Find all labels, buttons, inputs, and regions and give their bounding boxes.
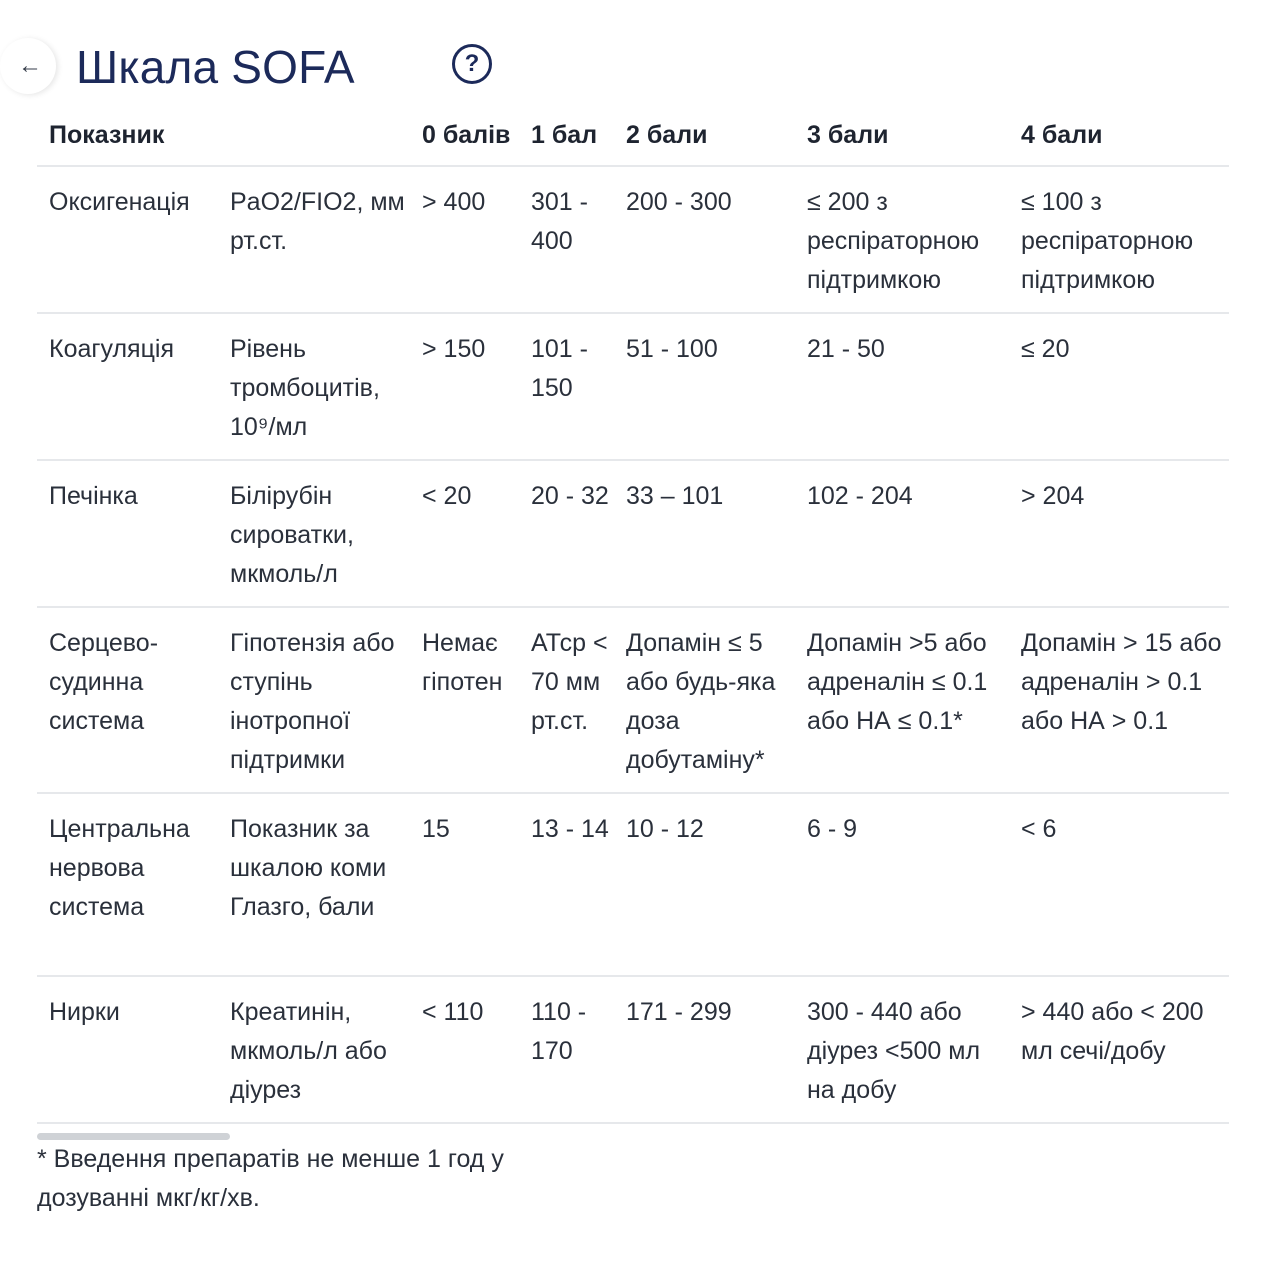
table-row-oxygenation [37,166,1229,313]
cell-score-1: 101 - 150 [519,313,614,460]
cell-score-1: 13 - 14 [519,793,614,976]
cell-system: Оксигенація [37,166,218,313]
footnote: * Введення препаратів не менше 1 год у дозуванні мкг/кг/хв. [37,1145,504,1212]
column-header-score-4: 4 бали [1009,106,1229,166]
cell-score-1: АТср < 70 мм рт.ст. [519,607,614,793]
cell-score-1: 301 - 400 [519,166,614,313]
cell-system: Коагуляція [37,313,218,460]
column-header-indicator: Показник [37,106,218,166]
cell-score-4: < 6 [1009,793,1229,976]
cell-score-0: > 400 [410,166,519,313]
cell-score-4: > 204 [1009,460,1229,607]
cell-indicator: Білірубін сироватки, мкмоль/л [218,460,410,607]
arrow-left-icon: ← [18,52,42,79]
cell-system: Центральна нервова система [37,793,218,976]
cell-score-2: 200 - 300 [614,166,795,313]
cell-score-4: ≤ 20 [1009,313,1229,460]
cell-score-4: > 440 або < 200 мл сечі/добу [1009,976,1229,1123]
cell-score-2: 171 - 299 [614,976,795,1123]
cell-score-3: 300 - 440 або діурез <500 мл на добу [795,976,1009,1123]
question-icon: ? [464,50,480,77]
cell-system: Нирки [37,976,218,1123]
cell-indicator: Показник за шкалою коми Глазго, бали [218,793,410,976]
cell-score-3: 102 - 204 [795,460,1009,607]
column-header-score-2: 2 бали [614,106,795,166]
column-header-score-3: 3 бали [795,106,1009,166]
cell-indicator: Гіпотензія або ступінь інотропної підтримки [218,607,410,793]
cell-score-2: Допамін ≤ 5 або будь-яка доза добутаміну* [614,607,795,793]
cell-score-0: > 150 [410,313,519,460]
cell-score-0: < 110 [410,976,519,1123]
cell-score-3: 21 - 50 [795,313,1009,460]
cell-score-2: 33 – 101 [614,460,795,607]
page-header [0,30,520,114]
cell-system: Серцево-судинна система [37,607,218,793]
cell-score-0: < 20 [410,460,519,607]
table-header-row [37,106,1229,166]
help-button[interactable] [452,44,492,84]
cell-score-2: 10 - 12 [614,793,795,976]
cell-score-4: Допамін > 15 або адреналін > 0.1 або НА > 0.1 [1009,607,1229,793]
cell-score-0: Немає гіпотен [410,607,519,793]
cell-score-3: 6 - 9 [795,793,1009,976]
cell-system: Печінка [37,460,218,607]
back-button[interactable] [0,38,56,94]
table-row-cns [37,793,1229,976]
horizontal-scrollbar[interactable] [37,1133,230,1140]
cell-score-1: 110 - 170 [519,976,614,1123]
cell-indicator: Креатинін, мкмоль/л або діурез [218,976,410,1123]
table-row-kidneys [37,976,1229,1123]
table-row-coagulation [37,313,1229,460]
table-row-liver [37,460,1229,607]
cell-indicator: Рівень тромбоцитів, 10⁹/мл [218,313,410,460]
table-row-cardiovascular [37,607,1229,793]
sofa-table [37,106,1229,1124]
column-header-score-0: 0 балів [410,106,519,166]
cell-score-3: Допамін >5 або адреналін ≤ 0.1 або НА ≤ 0.1* [795,607,1009,793]
page-title: Шкала SOFA [76,41,355,93]
cell-score-0: 15 [410,793,519,976]
cell-score-1: 20 - 32 [519,460,614,607]
cell-score-3: ≤ 200 з респіраторною підтримкою [795,166,1009,313]
cell-score-2: 51 - 100 [614,313,795,460]
cell-score-4: ≤ 100 з респіраторною підтримкою [1009,166,1229,313]
cell-indicator: PaO2/FIO2, мм рт.ст. [218,166,410,313]
column-header-score-1: 1 бал [519,106,614,166]
column-header-parameter [218,106,410,166]
